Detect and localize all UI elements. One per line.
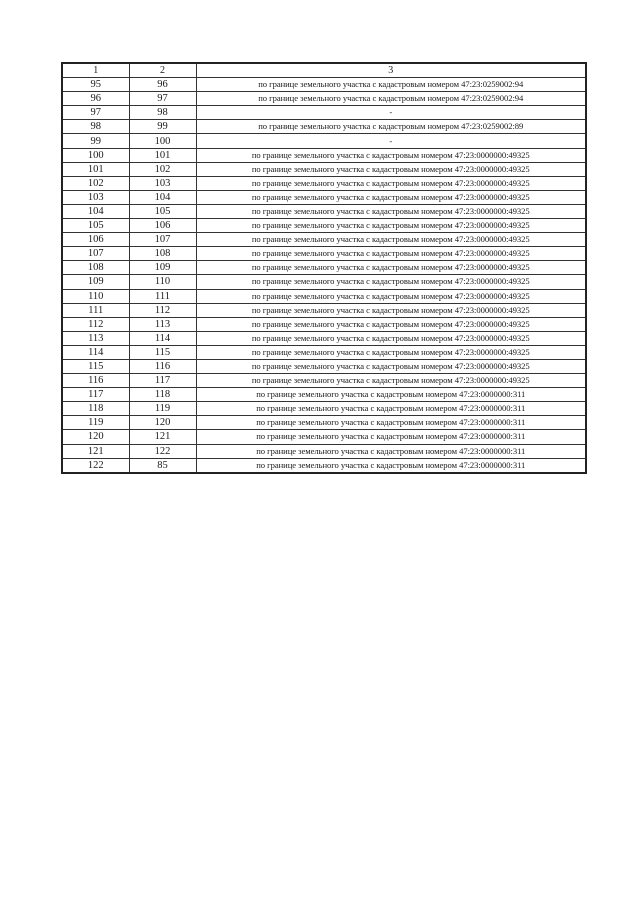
point-to-cell: 106 bbox=[129, 219, 196, 233]
header-col-1: 1 bbox=[62, 63, 129, 78]
point-from-cell: 120 bbox=[62, 430, 129, 444]
point-from-cell: 111 bbox=[62, 303, 129, 317]
table-row bbox=[62, 106, 586, 120]
point-from-cell: 122 bbox=[62, 458, 129, 473]
table-row bbox=[62, 317, 586, 331]
table-row bbox=[62, 233, 586, 247]
boundary-description-cell: по границе земельного участка с кадастровым номером 47:23:0259002:94 bbox=[196, 92, 586, 106]
point-to-cell: 118 bbox=[129, 388, 196, 402]
boundary-description-cell: по границе земельного участка с кадастровым номером 47:23:0000000:49325 bbox=[196, 345, 586, 359]
boundary-description-cell: по границе земельного участка с кадастровым номером 47:23:0000000:49325 bbox=[196, 359, 586, 373]
boundary-description-cell: по границе земельного участка с кадастровым номером 47:23:0000000:311 bbox=[196, 430, 586, 444]
point-to-cell: 120 bbox=[129, 416, 196, 430]
point-from-cell: 98 bbox=[62, 120, 129, 134]
boundary-description-cell: по границе земельного участка с кадастровым номером 47:23:0000000:311 bbox=[196, 402, 586, 416]
point-from-cell: 102 bbox=[62, 176, 129, 190]
table-row bbox=[62, 359, 586, 373]
table-row bbox=[62, 261, 586, 275]
point-from-cell: 101 bbox=[62, 162, 129, 176]
point-from-cell: 119 bbox=[62, 416, 129, 430]
point-from-cell: 109 bbox=[62, 275, 129, 289]
boundary-description-cell: по границе земельного участка с кадастровым номером 47:23:0000000:49325 bbox=[196, 331, 586, 345]
point-from-cell: 115 bbox=[62, 359, 129, 373]
point-to-cell: 100 bbox=[129, 134, 196, 148]
point-to-cell: 103 bbox=[129, 176, 196, 190]
boundary-description-cell: по границе земельного участка с кадастровым номером 47:23:0259002:89 bbox=[196, 120, 586, 134]
point-to-cell: 115 bbox=[129, 345, 196, 359]
table-row bbox=[62, 331, 586, 345]
boundary-description-cell: по границе земельного участка с кадастровым номером 47:23:0000000:49325 bbox=[196, 233, 586, 247]
point-to-cell: 114 bbox=[129, 331, 196, 345]
table-row bbox=[62, 204, 586, 218]
table-row bbox=[62, 388, 586, 402]
point-to-cell: 96 bbox=[129, 78, 196, 92]
table-row bbox=[62, 162, 586, 176]
point-from-cell: 110 bbox=[62, 289, 129, 303]
boundary-description-cell: по границе земельного участка с кадастровым номером 47:23:0000000:49325 bbox=[196, 261, 586, 275]
point-from-cell: 114 bbox=[62, 345, 129, 359]
table-row bbox=[62, 176, 586, 190]
point-to-cell: 107 bbox=[129, 233, 196, 247]
point-from-cell: 96 bbox=[62, 92, 129, 106]
table-row bbox=[62, 120, 586, 134]
boundary-description-cell: по границе земельного участка с кадастровым номером 47:23:0000000:49325 bbox=[196, 289, 586, 303]
point-to-cell: 111 bbox=[129, 289, 196, 303]
boundary-description-cell: по границе земельного участка с кадастровым номером 47:23:0000000:49325 bbox=[196, 317, 586, 331]
boundary-description-cell: по границе земельного участка с кадастровым номером 47:23:0000000:49325 bbox=[196, 204, 586, 218]
point-from-cell: 99 bbox=[62, 134, 129, 148]
header-col-2: 2 bbox=[129, 63, 196, 78]
table-row bbox=[62, 430, 586, 444]
point-to-cell: 105 bbox=[129, 204, 196, 218]
point-from-cell: 106 bbox=[62, 233, 129, 247]
point-to-cell: 104 bbox=[129, 190, 196, 204]
boundary-description-cell: по границе земельного участка с кадастровым номером 47:23:0000000:49325 bbox=[196, 148, 586, 162]
boundary-description-table bbox=[61, 62, 587, 474]
point-to-cell: 98 bbox=[129, 106, 196, 120]
table-row bbox=[62, 345, 586, 359]
boundary-description-cell: - bbox=[196, 106, 586, 120]
table-row bbox=[62, 303, 586, 317]
point-to-cell: 99 bbox=[129, 120, 196, 134]
boundary-description-cell: по границе земельного участка с кадастровым номером 47:23:0000000:49325 bbox=[196, 219, 586, 233]
table-row bbox=[62, 416, 586, 430]
point-from-cell: 95 bbox=[62, 78, 129, 92]
point-to-cell: 85 bbox=[129, 458, 196, 473]
table-row bbox=[62, 92, 586, 106]
point-from-cell: 103 bbox=[62, 190, 129, 204]
point-to-cell: 113 bbox=[129, 317, 196, 331]
point-to-cell: 102 bbox=[129, 162, 196, 176]
boundary-description-cell: по границе земельного участка с кадастровым номером 47:23:0000000:49325 bbox=[196, 247, 586, 261]
boundary-description-cell: - bbox=[196, 134, 586, 148]
table-row bbox=[62, 219, 586, 233]
boundary-description-cell: по границе земельного участка с кадастровым номером 47:23:0259002:94 bbox=[196, 78, 586, 92]
boundary-description-cell: по границе земельного участка с кадастровым номером 47:23:0000000:49325 bbox=[196, 190, 586, 204]
boundary-description-cell: по границе земельного участка с кадастровым номером 47:23:0000000:49325 bbox=[196, 162, 586, 176]
point-to-cell: 97 bbox=[129, 92, 196, 106]
point-to-cell: 112 bbox=[129, 303, 196, 317]
table-row bbox=[62, 444, 586, 458]
boundary-description-cell: по границе земельного участка с кадастровым номером 47:23:0000000:311 bbox=[196, 444, 586, 458]
point-to-cell: 122 bbox=[129, 444, 196, 458]
point-to-cell: 119 bbox=[129, 402, 196, 416]
table-row bbox=[62, 190, 586, 204]
point-from-cell: 97 bbox=[62, 106, 129, 120]
table-row bbox=[62, 402, 586, 416]
boundary-description-cell: по границе земельного участка с кадастровым номером 47:23:0000000:49325 bbox=[196, 303, 586, 317]
boundary-description-cell: по границе земельного участка с кадастровым номером 47:23:0000000:311 bbox=[196, 458, 586, 473]
point-to-cell: 116 bbox=[129, 359, 196, 373]
point-from-cell: 112 bbox=[62, 317, 129, 331]
table-row bbox=[62, 148, 586, 162]
table-row bbox=[62, 289, 586, 303]
point-from-cell: 100 bbox=[62, 148, 129, 162]
point-from-cell: 107 bbox=[62, 247, 129, 261]
point-from-cell: 116 bbox=[62, 374, 129, 388]
point-to-cell: 117 bbox=[129, 374, 196, 388]
table-row bbox=[62, 134, 586, 148]
point-from-cell: 108 bbox=[62, 261, 129, 275]
point-from-cell: 113 bbox=[62, 331, 129, 345]
boundary-description-cell: по границе земельного участка с кадастровым номером 47:23:0000000:49325 bbox=[196, 275, 586, 289]
point-from-cell: 121 bbox=[62, 444, 129, 458]
boundary-description-cell: по границе земельного участка с кадастровым номером 47:23:0000000:49325 bbox=[196, 374, 586, 388]
point-to-cell: 101 bbox=[129, 148, 196, 162]
boundary-description-cell: по границе земельного участка с кадастровым номером 47:23:0000000:49325 bbox=[196, 176, 586, 190]
table-header-row bbox=[62, 63, 586, 78]
point-to-cell: 121 bbox=[129, 430, 196, 444]
header-col-3: 3 bbox=[196, 63, 586, 78]
point-from-cell: 118 bbox=[62, 402, 129, 416]
point-to-cell: 110 bbox=[129, 275, 196, 289]
table-body bbox=[62, 63, 586, 473]
boundary-description-cell: по границе земельного участка с кадастровым номером 47:23:0000000:311 bbox=[196, 388, 586, 402]
table-row bbox=[62, 247, 586, 261]
point-from-cell: 104 bbox=[62, 204, 129, 218]
table-row bbox=[62, 275, 586, 289]
point-from-cell: 105 bbox=[62, 219, 129, 233]
point-from-cell: 117 bbox=[62, 388, 129, 402]
point-to-cell: 109 bbox=[129, 261, 196, 275]
table-row bbox=[62, 78, 586, 92]
table-row bbox=[62, 374, 586, 388]
table-row bbox=[62, 458, 586, 473]
boundary-description-cell: по границе земельного участка с кадастровым номером 47:23:0000000:311 bbox=[196, 416, 586, 430]
point-to-cell: 108 bbox=[129, 247, 196, 261]
